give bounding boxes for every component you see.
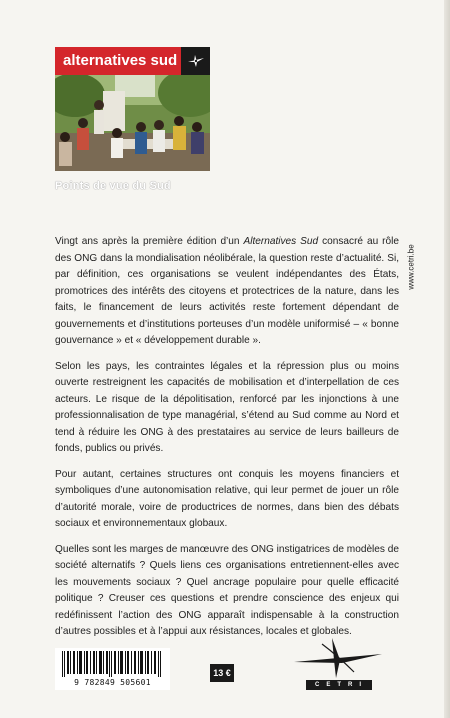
p1-text-end: consacré au rôle des ONG dans la mondialisation néolibérale, la question reste d’actualité. Si, par définition, ces organisations se veulent indépendantes des États, promotrices des intérêts des citoyens et protectrices de la nature, dans les faits, le financement de leurs activités reste fortement dépendant de gouvernements et d’institutions porteuses d’un modèle uniformisé – « bonne gouvernance » et « développement durable ».: [55, 236, 399, 346]
publisher-logo: [292, 636, 384, 694]
series-brand: alternatives sud: [55, 47, 181, 75]
cover-photo: [55, 75, 210, 171]
blurb-paragraph-1: [55, 234, 399, 350]
blurb-paragraph-3: Pour autant, certaines structures ont conquis les moyens financiers et symboliques d’une autonomisation relative, qui leur permet de jouer un rôle d’autorité morale, voire de productrices de normes, dans bien des débats sociaux et environnementaux globaux.: [55, 468, 399, 529]
blurb-paragraph-2: Selon les pays, les contraintes légales et la répression plus ou moins ouverte restreignent les capacités de mobilisation et d’interpellation de ces acteurs. Le risque de la dépolitisation, renforcé par les injonctions à une professionnalisation de type managérial, s’étend au Sud comme au Nord et tend à réduire les ONG à des prestataires au service de leurs bailleurs de fonds, publics ou privés.: [55, 360, 399, 454]
blurb: [55, 234, 399, 650]
compass-star-icon: [181, 47, 210, 75]
isbn-number: 9 782849 505601: [74, 678, 151, 687]
isbn-barcode: [55, 648, 170, 690]
p1-title-italic: Alternatives Sud: [243, 236, 319, 247]
series-header: [55, 47, 210, 75]
website-url: www.cetri.be: [406, 244, 416, 290]
series-subtitle: Points de vue du Sud: [55, 180, 171, 192]
publisher-star-icon: [292, 636, 384, 680]
p1-text-start: Vingt ans après la première édition d’un: [55, 236, 244, 247]
price-tag: 13 €: [210, 664, 234, 682]
side-website: [401, 232, 421, 302]
barcode-bars: [58, 651, 167, 677]
book-spine-edge: [444, 0, 450, 718]
publisher-name: CETRI: [306, 680, 372, 690]
blurb-paragraph-4: Quelles sont les marges de manœuvre des ONG instigatrices de modèles de société alternatifs ? Quels liens ces organisations entretiennent-elles avec les mouvements sociaux ? Quel ancrage populaire pour quelle efficacité politique ? Creuser ces questions et prendre conscience des enjeux qui redéfinissent l’action des ONG apparaît indispensable à la construction d’autres possibles et à l’appui aux résistances, locales et globales.: [55, 543, 399, 637]
